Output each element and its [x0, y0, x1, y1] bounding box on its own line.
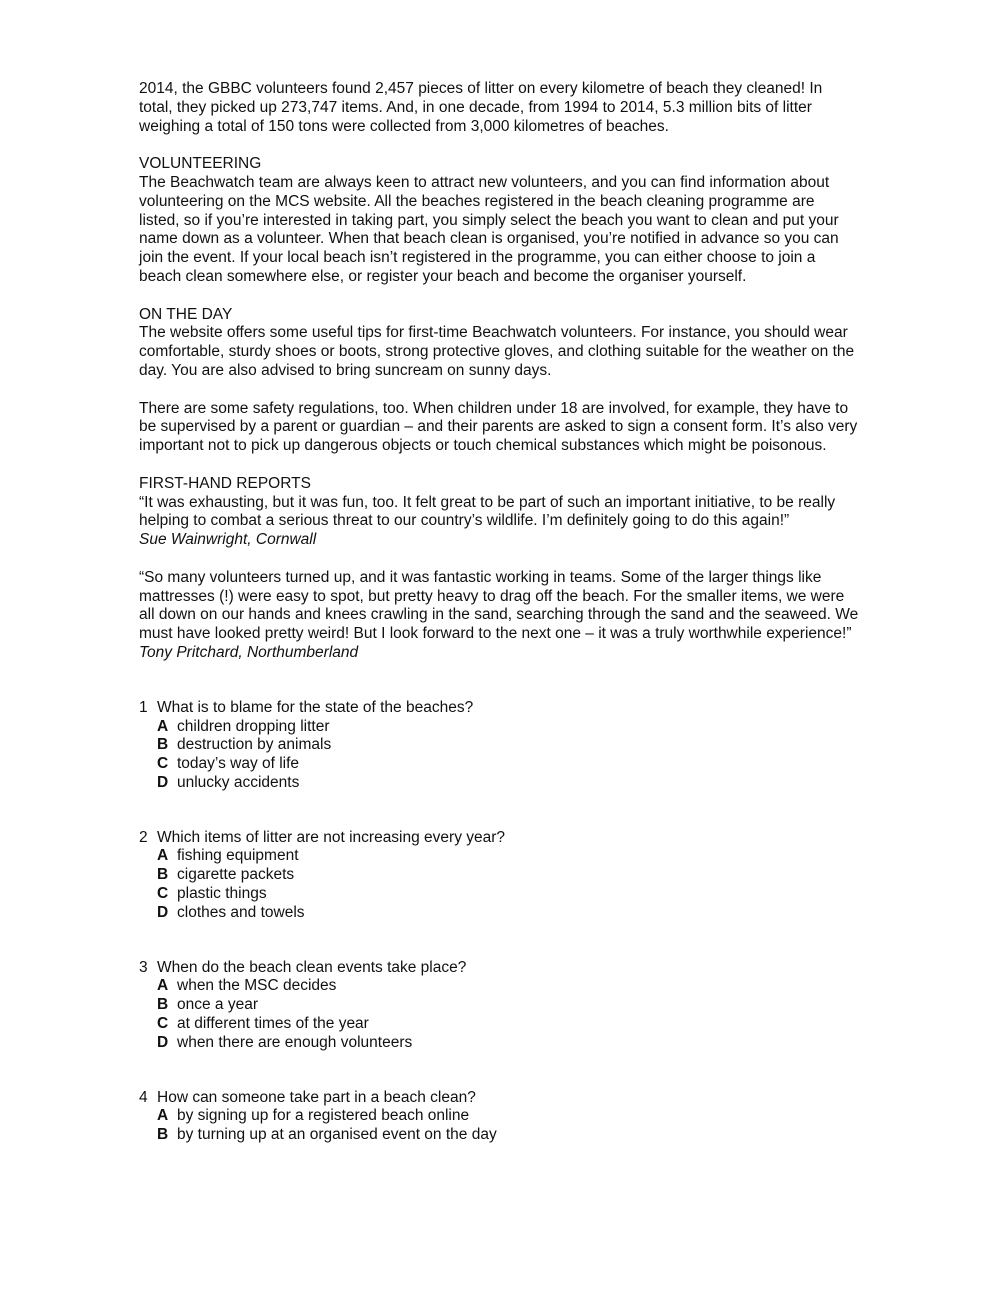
option-b[interactable] — [139, 1126, 859, 1145]
on-the-day-paragraph-2: There are some safety regulations, too. When children under 18 are involved, for example, they have to be supervised by a parent or guardian – and their parents are asked to sign a consent form. It’s also very important not to pick up dangerous objects or touch chemical substances which might be poisonous. — [139, 399, 858, 455]
option-text: by turning up at an organised event on the day — [177, 1126, 497, 1144]
on-the-day-paragraph-1: The website offers some useful tips for first-time Beachwatch volunteers. For instance, you should wear comfortable, sturdy shoes or boots, strong protective gloves, and clothing suitable for the weather on the day. You are also advised to bring suncream on sunny days. — [139, 324, 855, 379]
option-text: clothes and towels — [177, 903, 305, 921]
option-text: when the MSC decides — [177, 977, 337, 995]
question-number: 4 — [139, 1088, 148, 1106]
question-2 — [139, 829, 859, 923]
report-2-author: Tony Pritchard, Northumberland — [139, 643, 359, 661]
option-text: fishing equipment — [177, 847, 299, 865]
option-b[interactable] — [139, 996, 859, 1015]
option-text: children dropping litter — [177, 717, 330, 735]
option-text: when there are enough volunteers — [177, 1033, 413, 1051]
option-c[interactable] — [139, 885, 859, 904]
question-text: When do the beach clean events take place? — [157, 958, 467, 976]
report-1-quote: “It was exhausting, but it was fun, too. It felt great to be part of such an important initiative, to be really helping to combat a serious threat to our country’s wildlife. I’m definitely going to do this again!” — [139, 493, 836, 530]
question-1 — [139, 699, 859, 793]
option-a[interactable] — [139, 977, 859, 996]
volunteering-heading: VOLUNTEERING — [139, 155, 262, 173]
option-letter: B — [157, 866, 169, 884]
option-letter: B — [157, 996, 169, 1014]
option-d[interactable] — [139, 904, 859, 923]
option-text: cigarette packets — [177, 866, 295, 884]
option-letter: A — [157, 847, 169, 865]
option-a[interactable] — [139, 847, 859, 866]
option-letter: D — [157, 1033, 169, 1051]
option-c[interactable] — [139, 755, 859, 774]
option-c[interactable] — [139, 1015, 859, 1034]
option-text: by signing up for a registered beach online — [177, 1107, 470, 1125]
option-letter: C — [157, 885, 169, 903]
option-letter: C — [157, 1015, 169, 1033]
question-3 — [139, 959, 859, 1053]
question-number: 3 — [139, 958, 148, 976]
option-a[interactable] — [139, 1107, 859, 1126]
question-number: 1 — [139, 698, 148, 716]
option-text: once a year — [177, 996, 258, 1014]
question-4 — [139, 1089, 859, 1145]
report-2-quote: “So many volunteers turned up, and it was fantastic working in teams. Some of the larger things like mattresses (!) were easy to spot, but pretty heavy to drag off the beach. For the smaller items, we were all down on our hands and knees crawling in the sand, searching through the sand and the seaweed. We must have looked pretty weird! But I look forward to the next one – it was a truly worthwhile experience!” — [139, 568, 859, 643]
intro-paragraph: 2014, the GBBC volunteers found 2,457 pieces of litter on every kilometre of beach they cleaned! In total, they picked up 273,747 items. And, in one decade, from 1994 to 2014, 5.3 million bits of litter weighing a total of 150 tons were collected from 3,000 kilometres of beaches. — [139, 80, 823, 135]
question-text: What is to blame for the state of the beaches? — [157, 698, 474, 716]
option-d[interactable] — [139, 1034, 859, 1053]
reports-heading: FIRST-HAND REPORTS — [139, 474, 311, 492]
option-b[interactable] — [139, 866, 859, 885]
option-letter: B — [157, 1126, 169, 1144]
option-text: today’s way of life — [177, 755, 300, 773]
option-text: destruction by animals — [177, 736, 332, 754]
option-letter: D — [157, 773, 169, 791]
option-letter: D — [157, 903, 169, 921]
option-a[interactable] — [139, 718, 859, 737]
option-d[interactable] — [139, 774, 859, 793]
option-letter: B — [157, 736, 169, 754]
question-text: How can someone take part in a beach clean? — [157, 1088, 476, 1106]
question-number: 2 — [139, 828, 148, 846]
volunteering-paragraph: The Beachwatch team are always keen to attract new volunteers, and you can find information about volunteering on the MCS website. All the beaches registered in the beach cleaning programme are listed, so if you’re interested in taking part, you simply select the beach you want to clean and put your name down as a volunteer. When that beach clean is organised, you’re notified in advance so you can join the event. If your local beach isn’t registered in the programme, you can either choose to join a beach clean somewhere else, or register your beach and become the organiser yourself. — [139, 173, 839, 285]
report-1-author: Sue Wainwright, Cornwall — [139, 531, 317, 549]
option-text: at different times of the year — [177, 1015, 369, 1033]
on-the-day-heading: ON THE DAY — [139, 305, 233, 323]
option-letter: C — [157, 755, 169, 773]
option-text: plastic things — [177, 885, 267, 903]
option-text: unlucky accidents — [177, 773, 300, 791]
document-body — [139, 80, 859, 1145]
option-letter: A — [157, 717, 169, 735]
option-letter: A — [157, 977, 169, 995]
question-text: Which items of litter are not increasing every year? — [157, 828, 506, 846]
option-b[interactable] — [139, 736, 859, 755]
option-letter: A — [157, 1107, 169, 1125]
